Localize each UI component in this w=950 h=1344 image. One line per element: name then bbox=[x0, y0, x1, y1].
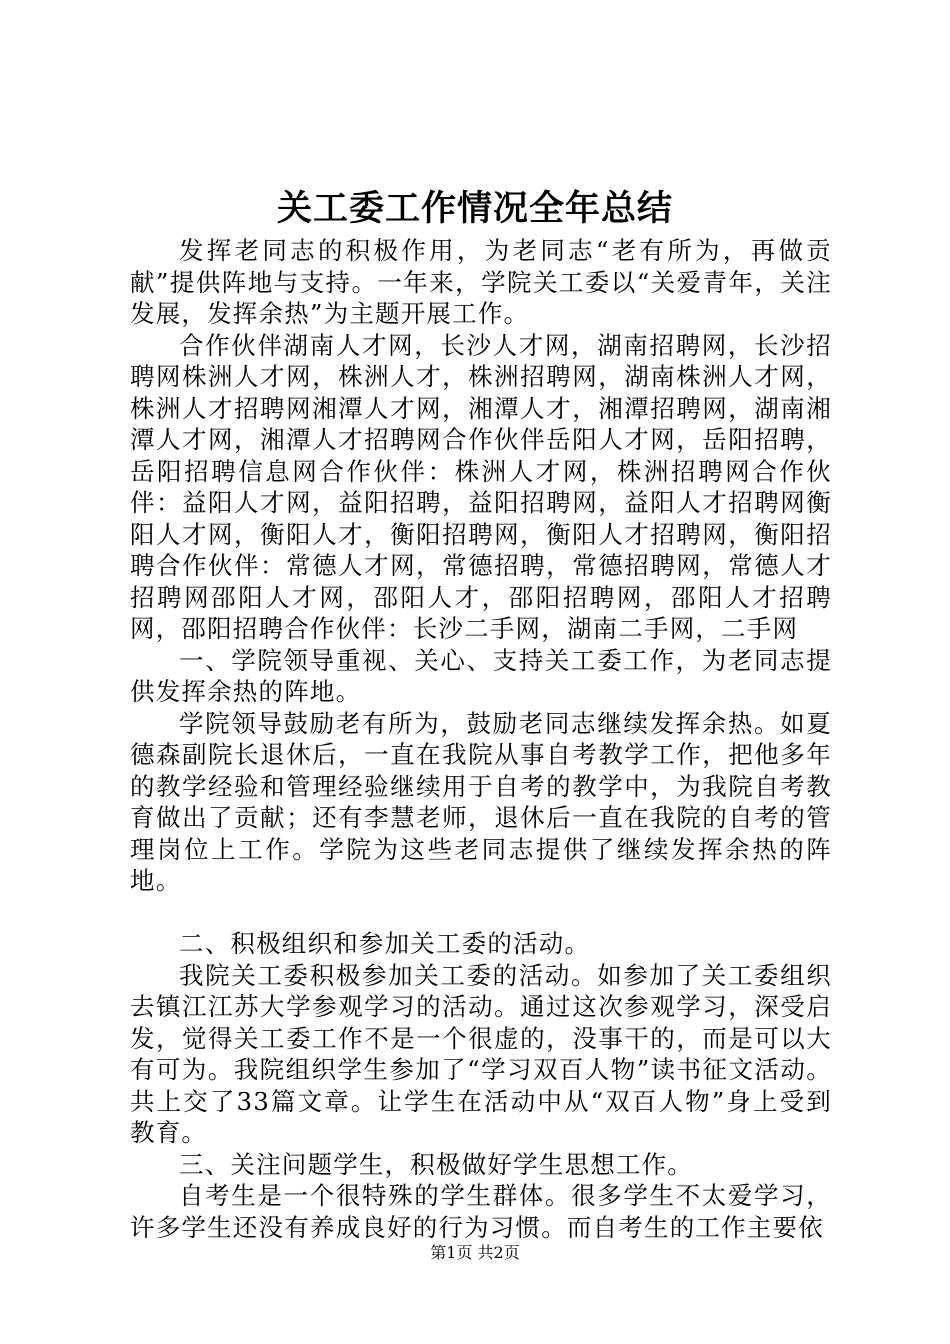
section-heading: 二、积极组织和参加关工委的活动。 bbox=[179, 929, 591, 958]
paragraph: 合作伙伴湖南人才网，长沙人才网，湖南招聘网，长沙招聘网株洲人才网，株洲人才，株洲招聘网，湖南株洲人才网，株洲人才招聘网湘潭人才网，湘潭人才，湘潭招聘网，湖南湘潭人才网，湘潭人才招聘网合作伙伴岳阳人才网，岳阳招聘，岳阳招聘信息网合作伙伴：株洲人才网，株洲招聘网合作伙伴：益阳人才网，益阳招聘，益阳招聘网，益阳人才招聘网衡阳人才网，衡阳人才，衡阳招聘网，衡阳人才招聘网，衡阳招聘合作伙伴：常德人才网，常德招聘，常德招聘网，常德人才招聘网邵阳人才网，邵阳人才，邵阳招聘网，邵阳人才招聘网，邵阳招聘合作伙伴：长沙二手网，湖南二手网，二手网 bbox=[130, 330, 832, 643]
document-body bbox=[130, 235, 832, 1243]
paragraph: 发挥老同志的积极作用，为老同志“老有所为，再做贡献”提供阵地与支持。一年来，学院关工委以“关爱青年，关注发展，发挥余热”为主题开展工作。 bbox=[130, 236, 832, 328]
section-heading: 三、关注问题学生，积极做好学生思想工作。 bbox=[179, 1149, 693, 1179]
paragraph: 自考生是一个很特殊的学生群体。很多学生不太爱学习，许多学生还没有养成良好的行为习惯。而自考生的工作主要依 bbox=[130, 1181, 832, 1242]
section-heading: 一、学院领导重视、关心、支持关工委工作，为老同志提供发挥余热的阵地。 bbox=[130, 645, 832, 706]
page-footer: 第1页 共2页 bbox=[430, 1243, 520, 1262]
paragraph: 学院领导鼓励老有所为，鼓励老同志继续发挥余热。如夏德森副院长退休后，一直在我院从事自考教学工作，把他多年的教学经验和管理经验继续用于自考的教学中，为我院自考教育做出了贡献；还有李慧老师，退休后一直在我院的自考的管理岗位上工作。学院为这些老同志提供了继续发挥余热的阵地。 bbox=[130, 708, 832, 895]
paragraph: 我院关工委积极参加关工委的活动。如参加了关工委组织去镇江江苏大学参观学习的活动。通过这次参观学习，深受启发，觉得关工委工作不是一个很虚的，没事干的，而是可以大有可为。我院组织学生参加了“学习双百人物”读书征文活动。共上交了33篇文章。让学生在活动中从“双百人物”身上受到教育。 bbox=[130, 960, 832, 1147]
document-title: 关工委工作情况全年总结 bbox=[276, 188, 673, 229]
